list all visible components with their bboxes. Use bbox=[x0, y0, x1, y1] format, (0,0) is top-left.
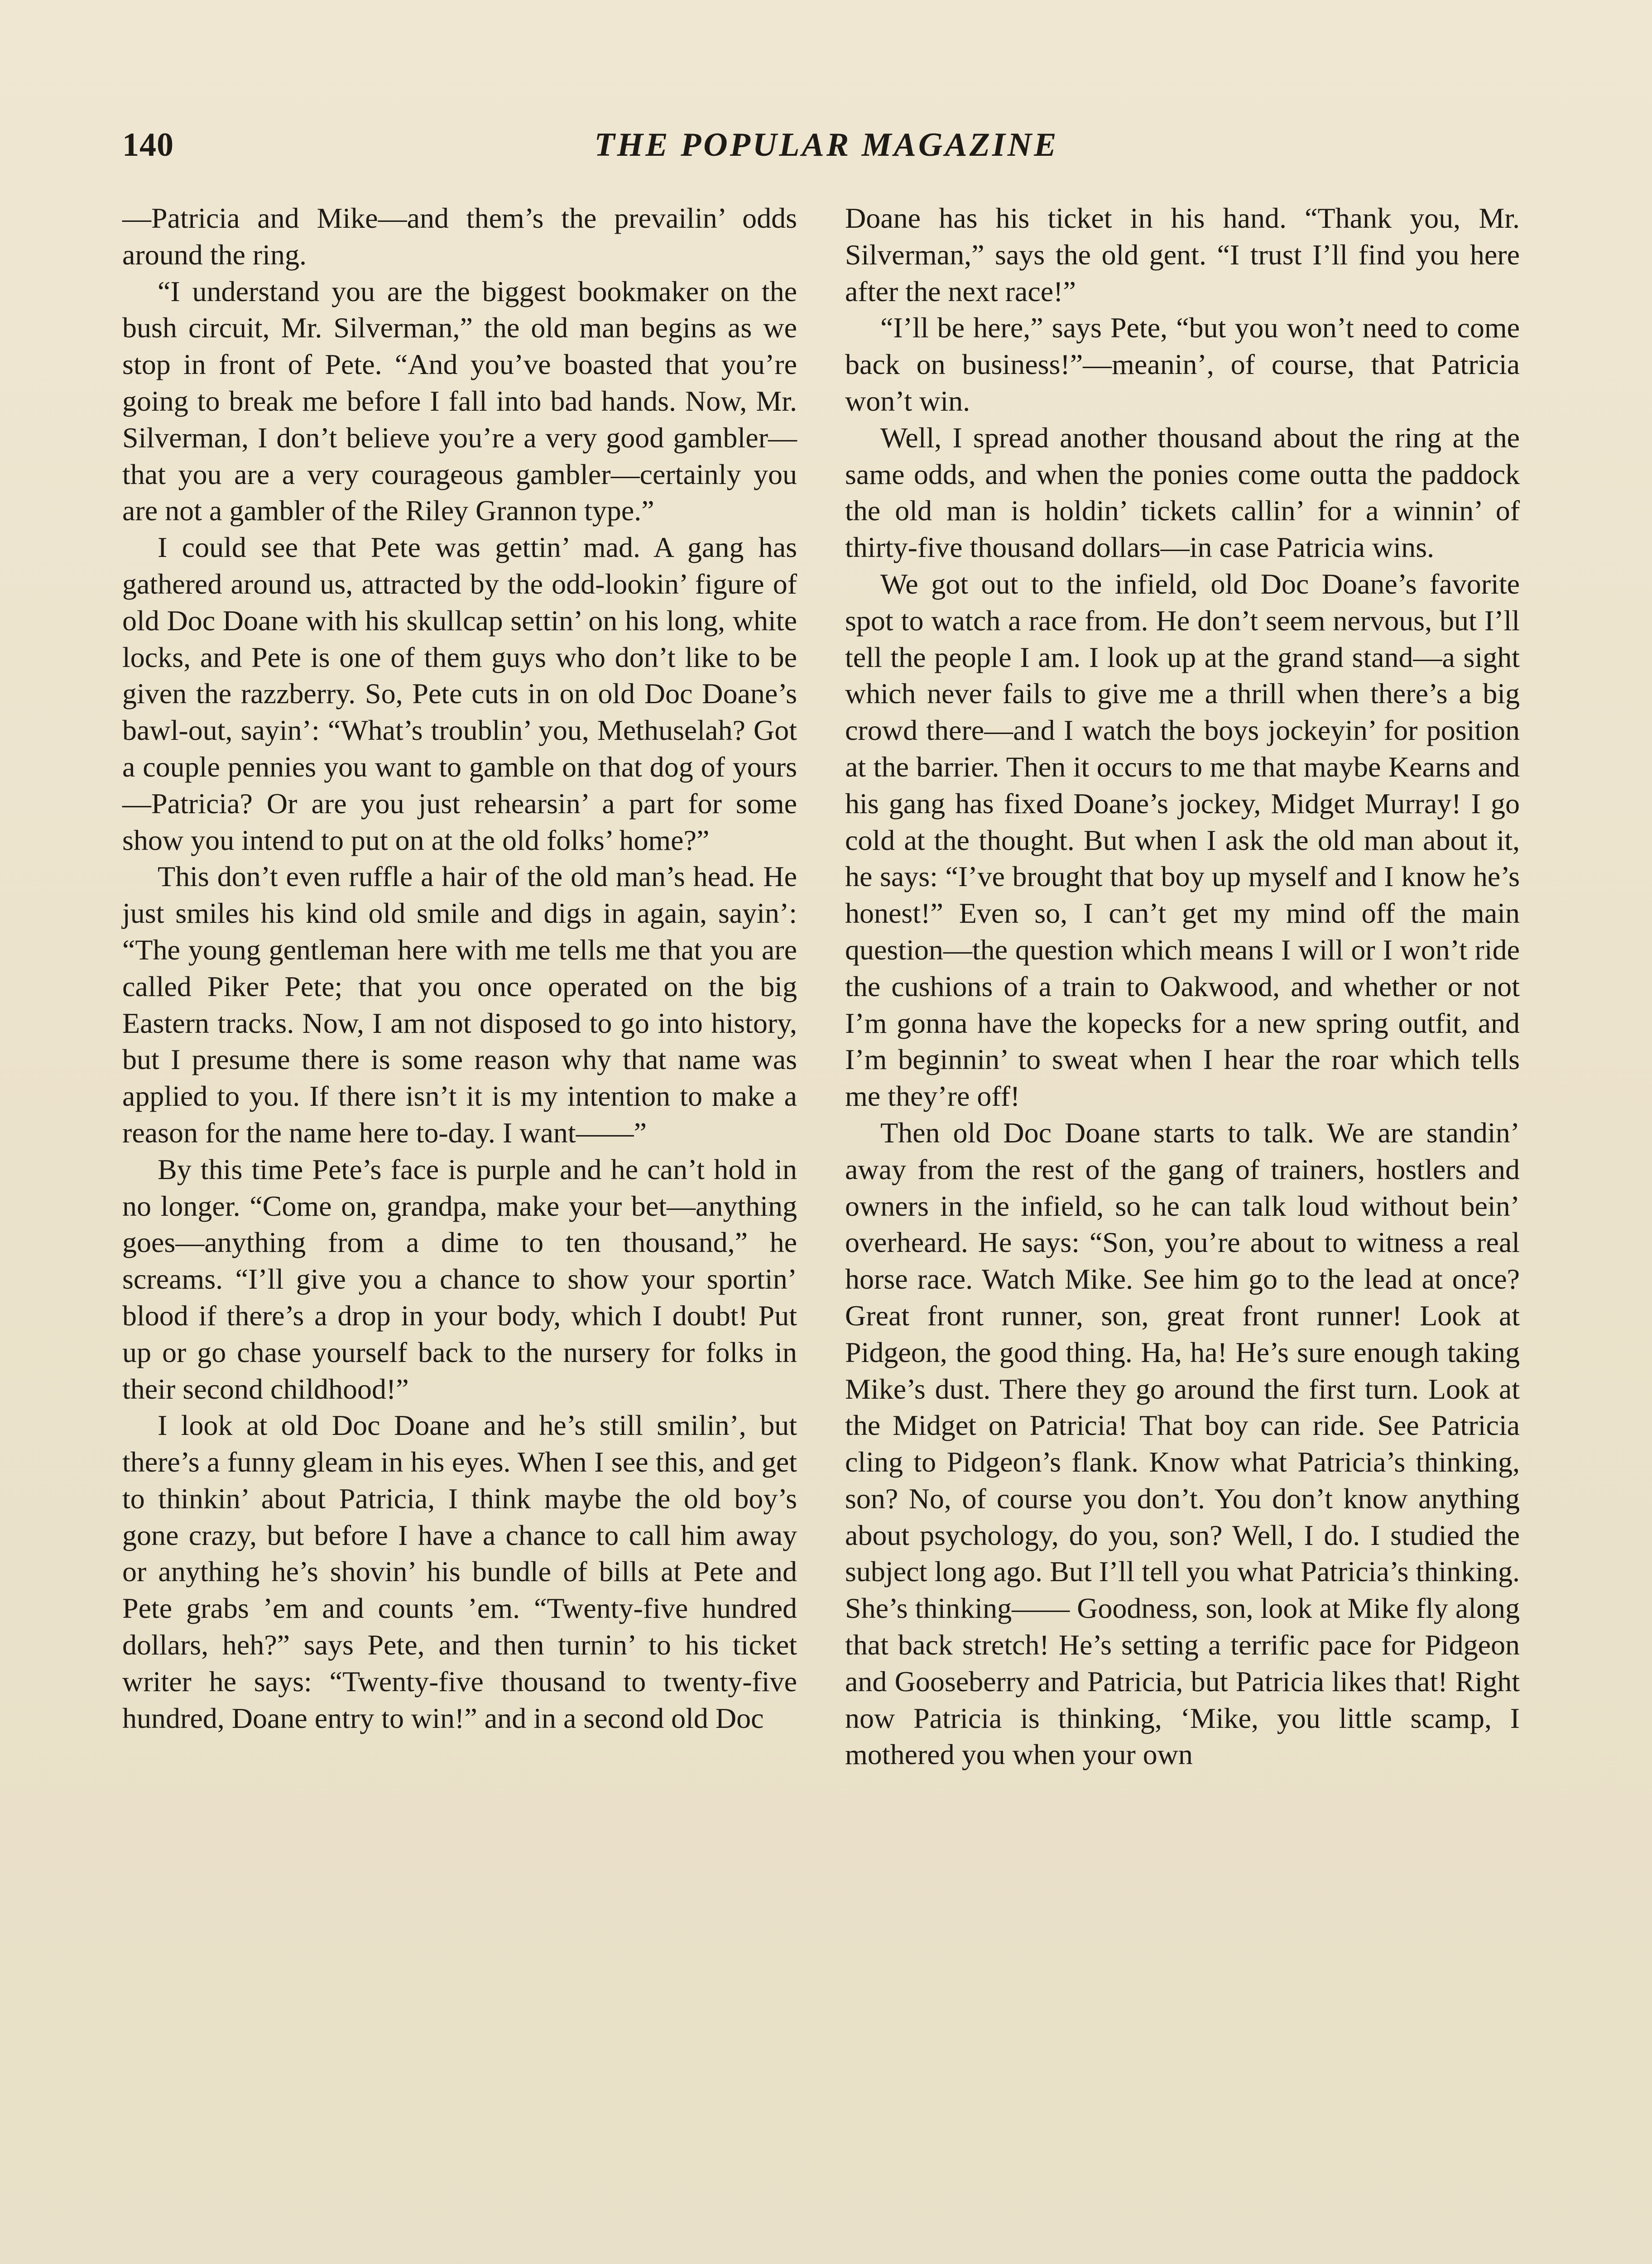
page-number: 140 bbox=[122, 126, 174, 163]
paragraph: This don’t even ruffle a hair of the old man’s head. He just smiles his kind old smile and digs in again, sayin’: “The young gentleman here with me tells me that you are called Piker Pete; that you once operated on the big Eastern tracks. Now, I am not disposed to go into history, but I presume there is some reason why that name was applied to you. If there isn’t it is my intention to make a reason for the name here to-day. I want——” bbox=[122, 860, 797, 1149]
paragraph: By this time Pete’s face is purple and he can’t hold in no longer. “Come on, grandpa, make your bet—anything goes—anything from a dime to ten thousand,” he screams. “I’ll give you a chance to show your sportin’ blood if there’s a drop in your body, which I doubt! Put up or go chase yourself back to the nursery for folks in their second childhood!” bbox=[122, 1153, 797, 1405]
paragraph: “I’ll be here,” says Pete, “but you won’t need to come back on business!”—meanin’, of course, that Patricia won’t win. bbox=[845, 312, 1520, 417]
text-column-left bbox=[122, 200, 797, 1736]
paragraph: I look at old Doc Doane and he’s still smilin’, but there’s a funny gleam in his eyes. When I see this, and get to thinkin’ about Patricia, I think maybe the old boy’s gone crazy, but before I have a chance to call him away or anything he’s shovin’ his bundle of bills at Pete and Pete grabs ’em and counts ’em. “Twenty-five hundred dollars, heh?” says Pete, and then turnin’ to his ticket writer he says: “Twenty-five thousand to twenty-five hundred, Doane entry to win!” and in a second old Doc bbox=[122, 1409, 797, 1734]
paragraph: I could see that Pete was gettin’ mad. A gang has gathered around us, attracted by the odd-lookin’ figure of old Doc Doane with his skullcap settin’ on his long, white locks, and Pete is one of them guys who don’t like to be given the razzberry. So, Pete cuts in on old Doc Doane’s bawl-out, sayin’: “What’s troublin’ you, Methuselah? Got a couple pennies you want to gamble on that dog of yours—Patricia? Or are you just rehearsin’ a part for some show you intend to put on at the old folks’ home?” bbox=[122, 531, 797, 856]
page-header bbox=[122, 122, 1531, 172]
text-column-right bbox=[845, 200, 1520, 1773]
paragraph: “I understand you are the biggest bookmaker on the bush circuit, Mr. Silverman,” the old man begins as we stop in front of Pete. “And you’ve boasted that you’re going to break me before I fall into bad hands. Now, Mr. Silverman, I don’t believe you’re a very good gambler—that you are a very courageous gambler—certainly you are not a gambler of the Riley Grannon type.” bbox=[122, 275, 797, 527]
paragraph: Doane has his ticket in his hand. “Thank you, Mr. Silverman,” says the old gent. “I trust I’ll find you here after the next race!” bbox=[845, 202, 1520, 307]
paragraph: We got out to the infield, old Doc Doane’s favorite spot to watch a race from. He don’t seem nervous, but I’ll tell the people I am. I look up at the grand stand—a sight which never fails to give me a thrill when there’s a big crowd there—and I watch the boys jockeyin’ for position at the barrier. Then it occurs to me that maybe Kearns and his gang has fixed Doane’s jockey, Midget Murray! I go cold at the thought. But when I ask the old man about it, he says: “I’ve brought that boy up myself and I know he’s honest!” Even so, I can’t get my mind off the main question—the question which means I will or I won’t ride the cushions of a train to Oakwood, and whether or not I’m gonna have the kopecks for a new spring outfit, and I’m beginnin’ to sweat when I hear the roar which tells me they’re off! bbox=[845, 567, 1520, 1113]
paragraph: Then old Doc Doane starts to talk. We are standin’ away from the rest of the gang of trainers, hostlers and owners in the infield, so he can talk loud without bein’ overheard. He says: “Son, you’re about to witness a real horse race. Watch Mike. See him go to the lead at once? Great front runner, son, great front runner! Look at Pidgeon, the good thing. Ha, ha! He’s sure enough taking Mike’s dust. There they go around the first turn. Look at the Midget on Patricia! That boy can ride. See Patricia cling to Pidgeon’s flank. Know what Patricia’s thinking, son? No, of course you don’t. You don’t know anything about psychology, do you, son? Well, I do. I studied the subject long ago. But I’ll tell you what Patricia’s thinking. She’s thinking—— Goodness, son, look at Mike fly along that back stretch! He’s setting a terrific pace for Pidgeon and Gooseberry and Patricia, but Patricia likes that! Right now Patricia is thinking, ‘Mike, you little scamp, I mothered you when your own bbox=[845, 1116, 1520, 1771]
paragraph: —Patricia and Mike—and them’s the prevailin’ odds around the ring. bbox=[122, 202, 797, 271]
paragraph: Well, I spread another thousand about the ring at the same odds, and when the ponies come outta the paddock the old man is holdin’ tickets callin’ for a winnin’ of thirty-five thousand dollars—in case Patricia wins. bbox=[845, 421, 1520, 564]
running-head: THE POPULAR MAGAZINE bbox=[594, 126, 1059, 163]
